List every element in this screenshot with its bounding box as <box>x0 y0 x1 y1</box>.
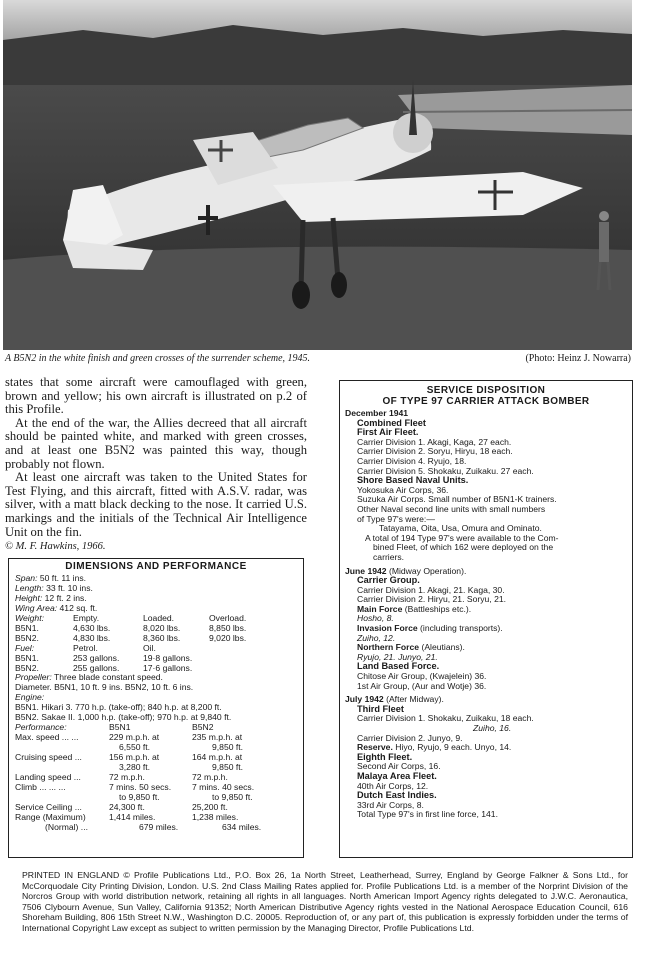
spec-label: Engine: <box>15 692 45 703</box>
section-heading: First Air Fleet. <box>357 427 419 438</box>
list-item: Total Type 97's in first line force, 141. <box>357 809 498 820</box>
article-text <box>5 376 307 539</box>
performance-row: Max. speed ... ... 229 m.p.h. at 235 m.p.h. at <box>15 732 243 743</box>
spec-line: Propeller: Three blade constant speed. <box>15 672 163 683</box>
section-heading-row: Northern Force (Aleutians). <box>357 642 465 653</box>
weight-row: B5N1. 4,630 lbs. 8,020 lbs. 8,850 lbs. <box>15 622 247 633</box>
list-item: Suzuka Air Corps. Small number of B5N1-K trainers. <box>357 494 557 505</box>
list-item: Carrier Division 1. Akagi, Kaga, 27 each. <box>357 436 512 447</box>
list-item: Chitose Air Group, (Kwajelein) 36. <box>357 671 487 682</box>
box-title: DIMENSIONS AND PERFORMANCE <box>65 561 247 572</box>
list-item: Tatayama, Oita, Usa, Omura and Ominato. <box>379 523 542 534</box>
weight-header: Weight: Empty. Loaded. Overload. <box>15 612 247 623</box>
spec-line: Diameter. B5N1, 10 ft. 9 ins. B5N2, 10 ft. 6 ins. <box>15 682 194 693</box>
performance-row: Range (Maximum) 1,414 miles. 1,238 miles. <box>15 811 239 822</box>
weight-row: B5N2. 4,830 lbs. 8,360 lbs. 9,020 lbs. <box>15 632 247 643</box>
list-item: Carrier Division 4. Ryujo, 18. <box>357 455 467 466</box>
list-item: Zuiho, 16. <box>473 723 512 733</box>
spec-line: Wing Area: 412 sq. ft. <box>15 602 98 613</box>
performance-row: Climb ... ... ... 7 mins. 50 secs. 7 mins. 40 secs. <box>15 781 255 792</box>
list-item: 1st Air Group, (Aur and Wotje) 36. <box>357 680 487 691</box>
list-item: of Type 97's were:— <box>357 513 435 524</box>
performance-row: (Normal) ... 679 miles. 634 miles. <box>45 821 262 832</box>
section-heading: Third Fleet <box>357 703 404 714</box>
section-heading: Malaya Area Fleet. <box>357 770 437 781</box>
paragraph: At the end of the war, the Allies decreed that all aircraft should be painted white, and marked with green crosses, and at least one B5N2 was painted this way, though probably not flown. <box>5 415 307 471</box>
section-heading: Land Based Force. <box>357 661 440 672</box>
list-item: Carrier Division 2. Hiryu, 21. Soryu, 21. <box>357 594 507 605</box>
section-heading: Shore Based Naval Units. <box>357 475 469 486</box>
list-item: Carrier Division 1. Shokaku, Zuikaku, 18 each. <box>357 713 534 724</box>
paragraph: states that some aircraft were camouflaged with green, brown and yellow; his own aircraft is illustrated on p.2 of this Profile. <box>5 375 307 417</box>
performance-row: Cruising speed ... 156 m.p.h. at 164 m.p.h. at <box>15 752 243 763</box>
performance-row: 6,550 ft. 9,850 ft. <box>119 742 244 753</box>
performance-rows <box>15 733 297 833</box>
fuel-header: Fuel: Petrol. Oil. <box>15 642 156 653</box>
spec-line: Length: 33 ft. 10 ins. <box>15 582 93 593</box>
aircraft-photo <box>3 0 632 350</box>
list-item: Carrier Division 1. Akagi, 21. Kaga, 30. <box>357 584 505 595</box>
section-heading: Carrier Group. <box>357 575 420 586</box>
fuel-row: B5N2. 255 gallons. 17·6 gallons. <box>15 662 193 673</box>
section-heading: Eighth Fleet. <box>357 751 413 762</box>
list-item: Carrier Division 5. Shokaku, Zuikaku. 27 each. <box>357 465 534 476</box>
section-heading: Combined Fleet <box>357 417 426 428</box>
date-heading-row: June 1942 (Midway Operation). <box>345 565 467 576</box>
performance-row: 3,280 ft. 9,850 ft. <box>119 762 244 773</box>
date-heading-row: July 1942 (After Midway). <box>345 694 444 705</box>
list-item: Carrier Division 2. Soryu, Hiryu, 18 each. <box>357 446 513 457</box>
performance-row: Landing speed ... 72 m.p.h. 72 m.p.h. <box>15 772 228 783</box>
paragraph: At least one aircraft was taken to the United States for Test Flying, and this aircraft, fitted with A.S.V. radar, was silver, with a matt black decking to the nose. It carried U.S. markings and the initials of the Technical Air Intelligence Unit on the fin. <box>5 470 307 539</box>
dimensions-performance-box <box>8 558 304 858</box>
performance-header: Performance: B5N1 B5N2 <box>15 722 214 733</box>
publisher-footer: PRINTED IN ENGLAND © Profile Publications Ltd., P.O. Box 26, 1a North Street, Leatherhead, Surrey, England by George Falkner & Sons Ltd., for McCorquodale City Printing Division, London. U.S. 2nd Class Mailing Rates applied for. Profile Publications Ltd. is a member of the Norprint Division of the Norcros Group with world distribution network, retaining all rights in all languages. North American Import Agency rights delegated to J.W.C. Aeronautica, 7506 Clybourn Avenue, Sun Valley, California 91352; North American Distributive Agency rights vested in the National Aerospace Education Council, 616 Shoreham Building, 806 15th Street N.W., Washington D.C. 20005. Reproduction of, or any part of, this publication is expressly forbidden under the terms of International Copyright Law except as subject to written permission by the Managing Director, Profile Publications Ltd. <box>22 870 628 933</box>
body-text-column <box>5 376 307 552</box>
service-disposition-box <box>339 380 633 858</box>
spec-line: Span: 50 ft. 11 ins. <box>15 572 87 583</box>
performance-row: to 9,850 ft. to 9,850 ft. <box>119 791 253 802</box>
box-title: SERVICE DISPOSITION OF TYPE 97 CARRIER ATTACK BOMBER <box>382 385 590 407</box>
section-heading-row: Main Force (Battleships etc.). <box>357 603 472 614</box>
performance-row: Service Ceiling ... 24,300 ft. 25,200 ft. <box>15 801 228 812</box>
list-item: Hosho, 8. <box>357 613 394 624</box>
list-item: Carrier Division 2. Junyo, 9. <box>357 732 463 743</box>
spec-line: Height: 12 ft. 2 ins. <box>15 592 87 603</box>
section-heading: Dutch East Indies. <box>357 790 437 801</box>
section-heading-row: Reserve. Hiyo, Ryujo, 9 each. Unyo, 14. <box>357 742 512 753</box>
section-heading-row: Invasion Force (including transports). <box>357 623 503 634</box>
date-heading: December 1941 <box>345 408 409 418</box>
author-credit: © M. F. Hawkins, 1966. <box>5 541 106 553</box>
photo-caption: A B5N2 in the white finish and green crosses of the surrender scheme, 1945. <box>5 353 311 364</box>
list-item: Yokosuka Air Corps, 36. <box>357 484 449 495</box>
list-item: 33rd Air Corps, 8. <box>357 799 424 810</box>
list-item: bined Fleet, of which 162 were deployed on the <box>373 542 554 553</box>
list-item: 40th Air Corps, 12. <box>357 780 429 791</box>
fuel-row: B5N1. 253 gallons. 19·8 gallons. <box>15 652 193 663</box>
list-item: Other Naval second line units with small numbers <box>357 503 546 514</box>
list-item: Second Air Corps, 16. <box>357 761 441 772</box>
list-item: carriers. <box>373 551 405 562</box>
list-item: Ryujo, 21. Junyo, 21. <box>357 651 438 662</box>
spec-line: B5N2. Sakae II. 1,000 h.p. (take-off); 970 h.p. at 9,840 ft. <box>15 712 232 723</box>
list-item: Zuiho, 12. <box>357 632 396 643</box>
photo-credit: (Photo: Heinz J. Nowarra) <box>525 353 631 364</box>
spec-line: B5N1. Hikari 3. 770 h.p. (take-off); 840 h.p. at 8,200 ft. <box>15 702 222 713</box>
list-item: A total of 194 Type 97's were available to the Com- <box>365 532 559 543</box>
